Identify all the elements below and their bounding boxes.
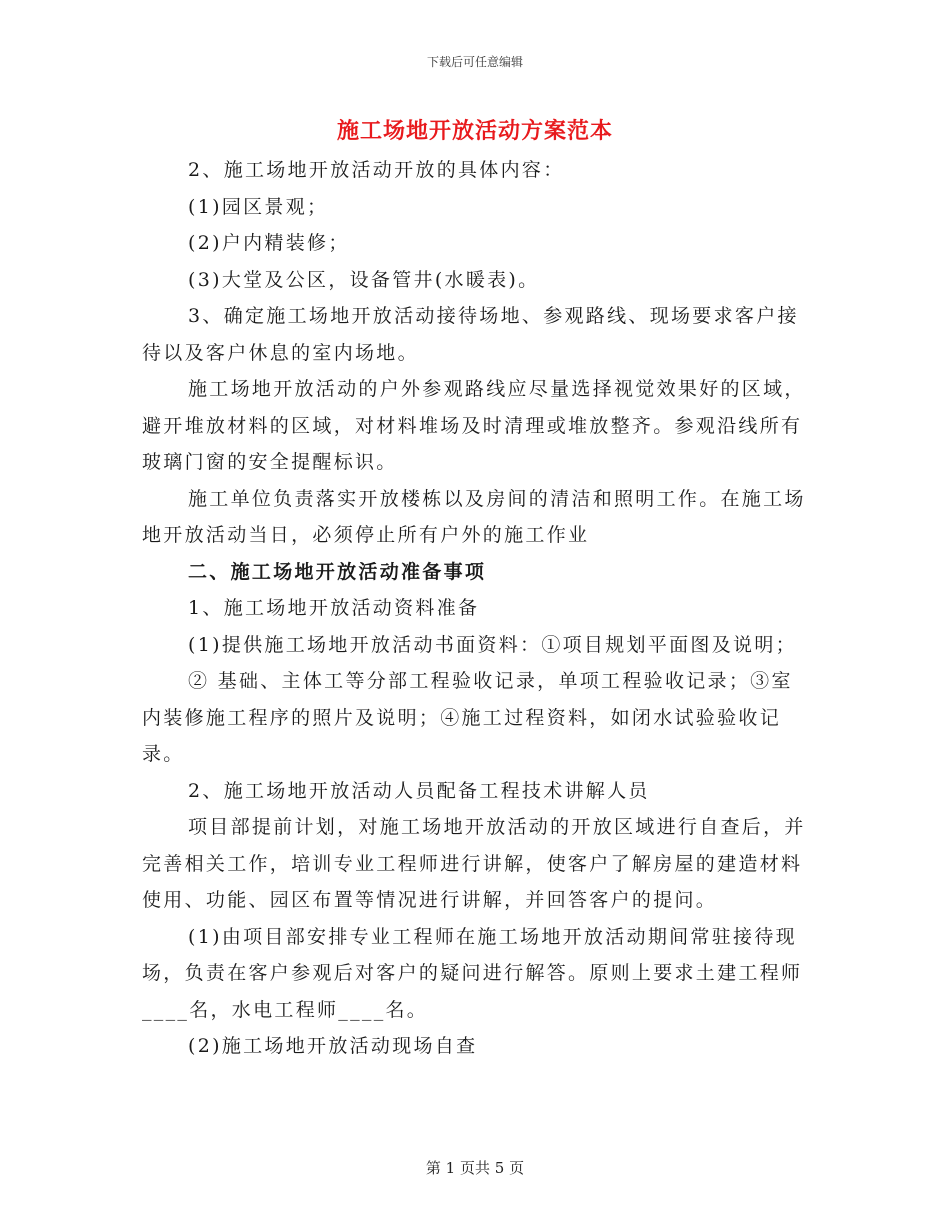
- paragraph: 2、施工场地开放活动人员配备工程技术讲解人员: [188, 779, 650, 802]
- paragraph: 项目部提前计划，对施工场地开放活动的开放区域进行自查后，并完善相关工作，培训专业工程师进行讲解，使客户了解房屋的建造材料使用、功能、园区布置等情况进行讲解，并回答客户的提问。: [142, 816, 806, 911]
- paragraph: (3)大堂及公区，设备管井(水暖表)。: [188, 268, 540, 291]
- paragraph: 3、确定施工场地开放活动接待场地、参观路线、现场要求客户接待以及客户休息的室内场地。: [142, 305, 799, 364]
- section-heading: 二、施工场地开放活动准备事项: [188, 560, 487, 583]
- paragraph: 2、施工场地开放活动开放的具体内容：: [188, 159, 565, 181]
- paragraph: (1)由项目部安排专业工程师在施工场地开放活动期间常驻接待现场，负责在客户参观后对客户的疑问进行解答。原则上要求土建工程师____名，水电工程师____名。: [142, 925, 803, 1021]
- paragraph: 1、施工场地开放活动资料准备: [188, 597, 480, 619]
- document-title: 施工场地开放活动方案范本: [336, 118, 613, 144]
- paragraph: (2)施工场地开放活动现场自查: [188, 1035, 478, 1057]
- paragraph: (1)园区景观；: [188, 195, 329, 218]
- paragraph: (2)户内精装修；: [188, 232, 350, 254]
- paragraph: (1)提供施工场地开放活动书面资料：①项目规划平面图及说明；: [188, 633, 797, 656]
- paragraph: 施工场地开放活动的户外参观路线应尽量选择视觉效果好的区域，避开堆放材料的区域，对材料堆场及时清理或堆放整齐。参观沿线所有玻璃门窗的安全提醒标识。: [142, 378, 806, 473]
- page-footer: 第 1 页共 5 页: [425, 1159, 525, 1177]
- paragraph: ② 基础、主体工等分部工程验收记录，单项工程验收记录；③室内装修施工程序的照片及说明；④施工过程资料，如闭水试验验收记录。: [142, 670, 793, 765]
- document-body: [142, 152, 812, 1065]
- header-note: 下载后可任意编辑: [426, 55, 523, 69]
- paragraph: 施工单位负责落实开放楼栋以及房间的清洁和照明工作。在施工场地开放活动当日，必须停止所有户外的施工作业: [142, 487, 806, 546]
